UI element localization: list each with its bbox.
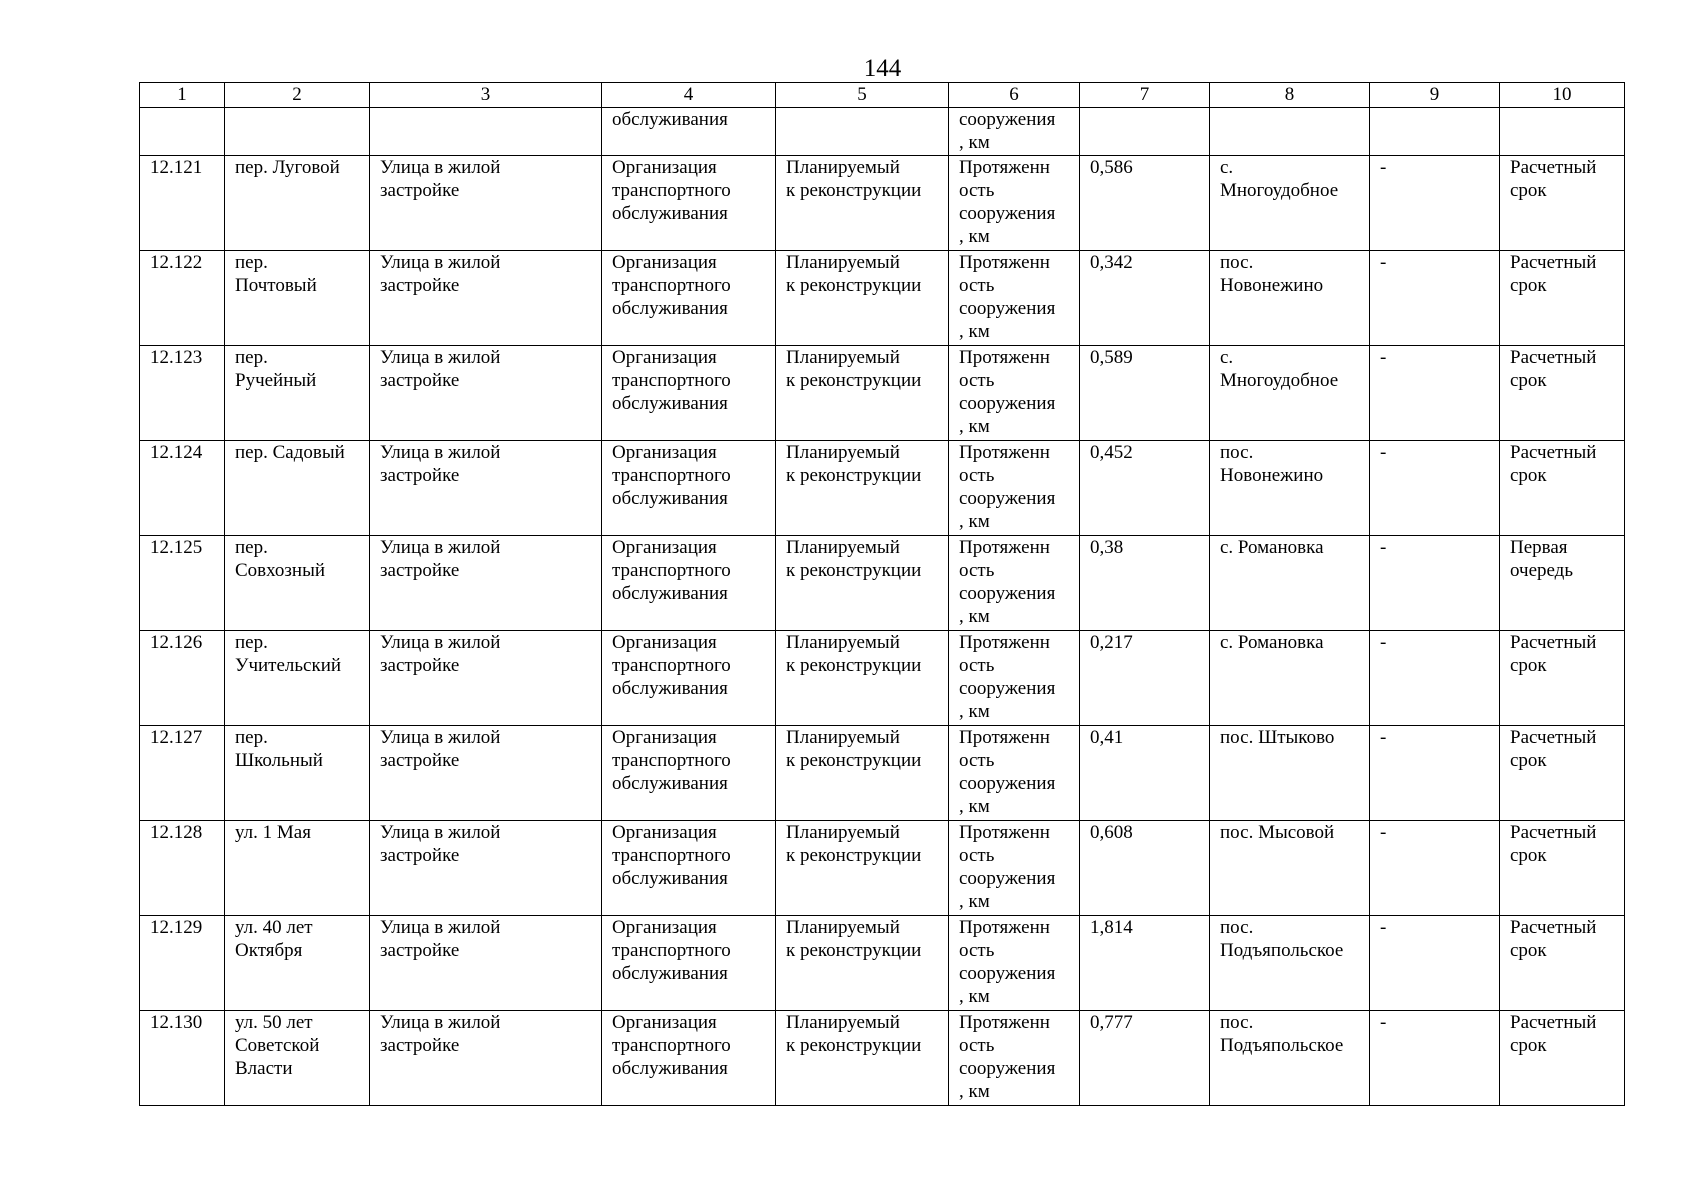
cell-zone [1370,108,1500,156]
cell-number: 12.125 [140,536,225,631]
cell-number: 12.126 [140,631,225,726]
cell-zone: - [1370,726,1500,821]
cell-term: Расчетный срок [1500,726,1625,821]
cell-object-type: Улица в жилой застройке [370,346,602,441]
cell-purpose: Организация транспортного обслуживания [602,251,776,346]
cell-parameter: Протяженн ость сооружения , км [949,251,1080,346]
cell-value: 0,452 [1080,441,1210,536]
table-row [140,1011,1625,1106]
cell-zone: - [1370,346,1500,441]
cell-purpose: Организация транспортного обслуживания [602,156,776,251]
registry-table [139,82,1625,1106]
cell-street-name: пер. Ручейный [225,346,370,441]
cell-settlement: с. Многоудобное [1210,156,1370,251]
table-row [140,251,1625,346]
cell-term: Расчетный срок [1500,441,1625,536]
cell-status: Планируемый к реконструкции [776,441,949,536]
table-row [140,916,1625,1011]
cell-value: 0,589 [1080,346,1210,441]
cell-number: 12.121 [140,156,225,251]
table-row [140,346,1625,441]
table-row [140,821,1625,916]
cell-value: 0,41 [1080,726,1210,821]
cell-street-name: ул. 50 лет Советской Власти [225,1011,370,1106]
table-row [140,631,1625,726]
cell-zone: - [1370,441,1500,536]
cell-object-type: Улица в жилой застройке [370,251,602,346]
cell-purpose: Организация транспортного обслуживания [602,441,776,536]
cell-street-name: пер. Совхозный [225,536,370,631]
cell-object-type: Улица в жилой застройке [370,631,602,726]
cell-settlement: с. Романовка [1210,631,1370,726]
cell-settlement: пос. Новонежино [1210,251,1370,346]
cell-street-name: пер. Садовый [225,441,370,536]
cell-number: 12.122 [140,251,225,346]
cell-settlement: пос. Новонежино [1210,441,1370,536]
column-number: 3 [370,83,602,108]
cell-status: Планируемый к реконструкции [776,346,949,441]
cell-street-name: пер. Учительский [225,631,370,726]
cell-number: 12.123 [140,346,225,441]
cell-parameter: Протяженн ость сооружения , км [949,346,1080,441]
cell-zone: - [1370,536,1500,631]
cell-settlement: с. Романовка [1210,536,1370,631]
column-number: 2 [225,83,370,108]
cell-number: 12.124 [140,441,225,536]
table-row [140,156,1625,251]
cell-object-type: Улица в жилой застройке [370,821,602,916]
cell-parameter: сооружения , км [949,108,1080,156]
continuation-row [140,108,1625,156]
cell-zone: - [1370,251,1500,346]
cell-value: 1,814 [1080,916,1210,1011]
cell-zone: - [1370,631,1500,726]
cell-object-type [370,108,602,156]
cell-purpose: Организация транспортного обслуживания [602,821,776,916]
cell-zone: - [1370,1011,1500,1106]
cell-term: Расчетный срок [1500,821,1625,916]
cell-term [1500,108,1625,156]
cell-street-name: пер. Почтовый [225,251,370,346]
column-number: 8 [1210,83,1370,108]
cell-settlement: пос. Штыково [1210,726,1370,821]
column-number: 7 [1080,83,1210,108]
cell-parameter: Протяженн ость сооружения , км [949,916,1080,1011]
cell-number: 12.128 [140,821,225,916]
table-row [140,441,1625,536]
cell-object-type: Улица в жилой застройке [370,156,602,251]
cell-number [140,108,225,156]
cell-object-type: Улица в жилой застройке [370,536,602,631]
cell-settlement: пос. Мысовой [1210,821,1370,916]
cell-street-name: пер. Школьный [225,726,370,821]
cell-status: Планируемый к реконструкции [776,821,949,916]
cell-status: Планируемый к реконструкции [776,251,949,346]
column-number: 6 [949,83,1080,108]
cell-settlement: пос. Подъяпольское [1210,916,1370,1011]
cell-value: 0,586 [1080,156,1210,251]
cell-object-type: Улица в жилой застройке [370,916,602,1011]
cell-zone: - [1370,156,1500,251]
cell-object-type: Улица в жилой застройке [370,1011,602,1106]
cell-street-name: ул. 1 Мая [225,821,370,916]
cell-settlement: с. Многоудобное [1210,346,1370,441]
column-number: 4 [602,83,776,108]
cell-term: Первая очередь [1500,536,1625,631]
column-number-row [140,83,1625,108]
table-row [140,726,1625,821]
cell-value: 0,342 [1080,251,1210,346]
cell-parameter: Протяженн ость сооружения , км [949,536,1080,631]
cell-value [1080,108,1210,156]
cell-term: Расчетный срок [1500,631,1625,726]
cell-settlement: пос. Подъяпольское [1210,1011,1370,1106]
cell-zone: - [1370,821,1500,916]
cell-value: 0,608 [1080,821,1210,916]
cell-term: Расчетный срок [1500,251,1625,346]
column-number: 1 [140,83,225,108]
cell-purpose: Организация транспортного обслуживания [602,916,776,1011]
cell-purpose: Организация транспортного обслуживания [602,631,776,726]
column-number: 5 [776,83,949,108]
cell-status: Планируемый к реконструкции [776,726,949,821]
cell-object-type: Улица в жилой застройке [370,441,602,536]
cell-purpose: Организация транспортного обслуживания [602,726,776,821]
column-number: 10 [1500,83,1625,108]
cell-purpose: Организация транспортного обслуживания [602,536,776,631]
cell-street-name: пер. Луговой [225,156,370,251]
cell-purpose: Организация транспортного обслуживания [602,1011,776,1106]
cell-term: Расчетный срок [1500,1011,1625,1106]
cell-purpose: обслуживания [602,108,776,156]
table-row [140,536,1625,631]
cell-status: Планируемый к реконструкции [776,1011,949,1106]
cell-parameter: Протяженн ость сооружения , км [949,156,1080,251]
cell-status: Планируемый к реконструкции [776,536,949,631]
cell-settlement [1210,108,1370,156]
cell-status: Планируемый к реконструкции [776,631,949,726]
cell-term: Расчетный срок [1500,346,1625,441]
cell-number: 12.127 [140,726,225,821]
cell-number: 12.129 [140,916,225,1011]
cell-value: 0,217 [1080,631,1210,726]
cell-term: Расчетный срок [1500,916,1625,1011]
cell-status: Планируемый к реконструкции [776,156,949,251]
page-number: 144 [863,55,902,82]
cell-zone: - [1370,916,1500,1011]
cell-status: Планируемый к реконструкции [776,916,949,1011]
cell-parameter: Протяженн ость сооружения , км [949,1011,1080,1106]
cell-purpose: Организация транспортного обслуживания [602,346,776,441]
cell-value: 0,777 [1080,1011,1210,1106]
cell-status [776,108,949,156]
cell-value: 0,38 [1080,536,1210,631]
cell-street-name: ул. 40 лет Октября [225,916,370,1011]
cell-term: Расчетный срок [1500,156,1625,251]
cell-number: 12.130 [140,1011,225,1106]
column-number: 9 [1370,83,1500,108]
cell-parameter: Протяженн ость сооружения , км [949,441,1080,536]
cell-parameter: Протяженн ость сооружения , км [949,631,1080,726]
cell-parameter: Протяженн ость сооружения , км [949,821,1080,916]
cell-street-name [225,108,370,156]
cell-parameter: Протяженн ость сооружения , км [949,726,1080,821]
cell-object-type: Улица в жилой застройке [370,726,602,821]
